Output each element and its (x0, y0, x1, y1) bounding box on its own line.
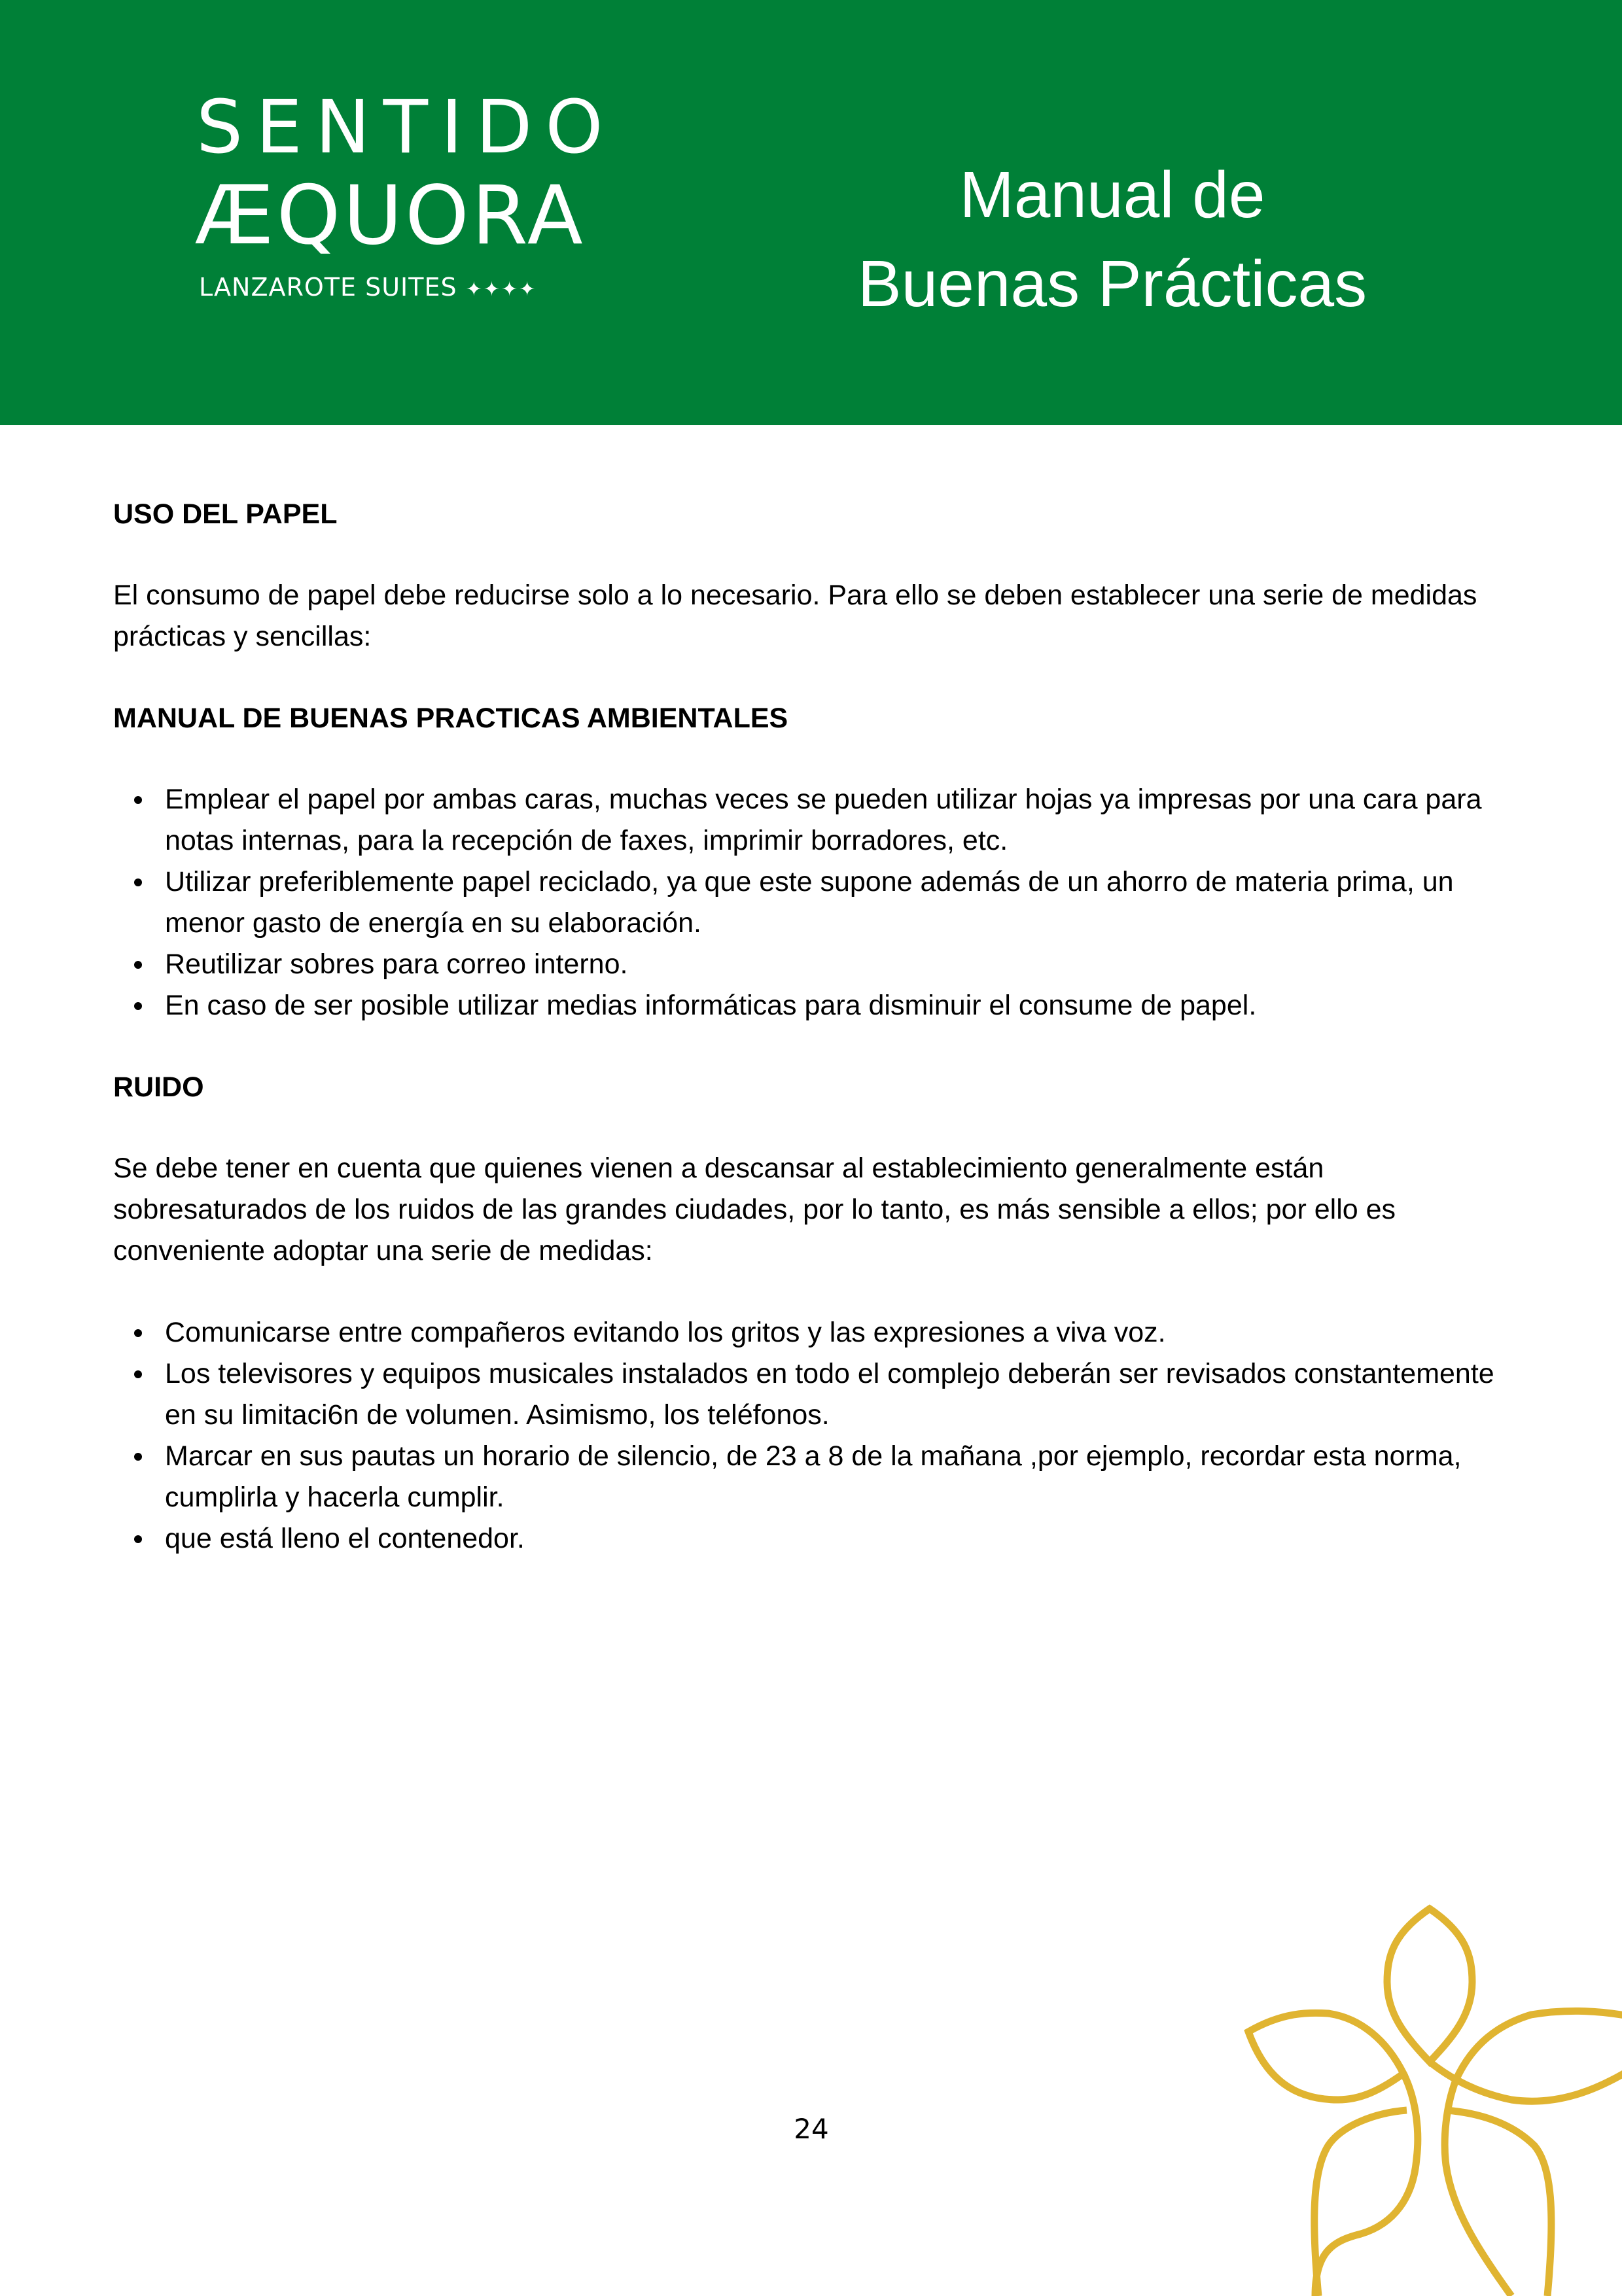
bullet-icon (134, 961, 142, 969)
list-item-text: Comunicarse entre compañeros evitando los gritos y las expresiones a viva voz. (165, 1317, 1166, 1348)
flower-petal-left (1248, 2013, 1403, 2100)
list-item (113, 861, 1513, 944)
flower-petal-bottom-left (1314, 2074, 1418, 2296)
list-item (113, 779, 1513, 861)
bullet-list-ruido (113, 1312, 1513, 1559)
document-body (113, 494, 1513, 1559)
bullet-icon (134, 1329, 142, 1337)
list-item (113, 985, 1513, 1026)
list-item-text: Utilizar preferiblemente papel reciclado, ya que este supone además de un ahorro de materia prima, un menor gasto de energía en su elaboración. (165, 866, 1454, 939)
bullet-icon (134, 1535, 142, 1543)
logo-text-sentido: SENTIDO (196, 85, 616, 170)
logo-stars: ✦✦✦✦ (465, 278, 537, 301)
bullet-icon (134, 1453, 142, 1461)
flower-petal-bottom-right (1445, 2080, 1551, 2296)
sentido-aequora-logo (195, 85, 616, 311)
logo-subtitle: LANZAROTE SUITES (199, 273, 457, 302)
bullet-icon (134, 878, 142, 886)
list-item-text: Emplear el papel por ambas caras, muchas veces se pueden utilizar hojas ya impresas por una cara para notas internas, para la recepción de faxes, imprimir borradores, etc. (165, 784, 1482, 856)
list-item-text: que está lleno el contenedor. (165, 1523, 525, 1554)
flower-outline-icon (1230, 1884, 1622, 2296)
logo-text-aequora: ÆQUORA (195, 169, 586, 263)
header-banner (0, 0, 1622, 425)
list-item (113, 1312, 1513, 1353)
list-item (113, 1353, 1513, 1436)
bullet-list-papel (113, 779, 1513, 1026)
section-heading-ruido: RUIDO (113, 1071, 204, 1103)
list-item (113, 1436, 1513, 1518)
list-item-text: Marcar en sus pautas un horario de silencio, de 23 a 8 de la mañana ,por ejemplo, recordar esta norma, cumplirla y hacerla cumplir. (165, 1440, 1462, 1513)
section-heading-uso-del-papel: USO DEL PAPEL (113, 498, 338, 530)
bullet-icon (134, 1370, 142, 1378)
list-item (113, 1518, 1513, 1559)
document-title (818, 150, 1407, 328)
subheading-manual-buenas-practicas: MANUAL DE BUENAS PRACTICAS AMBIENTALES (113, 703, 788, 734)
title-line-1: Manual de (959, 158, 1265, 232)
list-item (113, 944, 1513, 985)
paragraph-papel-intro: El consumo de papel debe reducirse solo a lo necesario. Para ello se deben establecer una serie de medidas prácticas y sencillas: (113, 580, 1477, 652)
list-item-text: Reutilizar sobres para correo interno. (165, 948, 628, 980)
flower-petal-top (1387, 1909, 1472, 2062)
logo-text-lanzarote-suites (199, 273, 537, 304)
page-number: 24 (794, 2113, 829, 2145)
bullet-icon (134, 1002, 142, 1010)
bullet-icon (134, 796, 142, 804)
list-item-text: En caso de ser posible utilizar medias informáticas para disminuir el consume de papel. (165, 990, 1257, 1021)
paragraph-ruido-intro: Se debe tener en cuenta que quienes vienen a descansar al establecimiento generalmente están sobresaturados de los ruidos de las grandes ciudades, por lo tanto, es más sensible a ellos; por ello es conveniente adoptar una serie de medidas: (113, 1153, 1396, 1266)
title-line-2: Buenas Prácticas (857, 247, 1367, 321)
list-item-text: Los televisores y equipos musicales instalados en todo el complejo deberán ser revisados constantemente en su limitaci6n de volumen. Asimismo, los teléfonos. (165, 1358, 1494, 1431)
